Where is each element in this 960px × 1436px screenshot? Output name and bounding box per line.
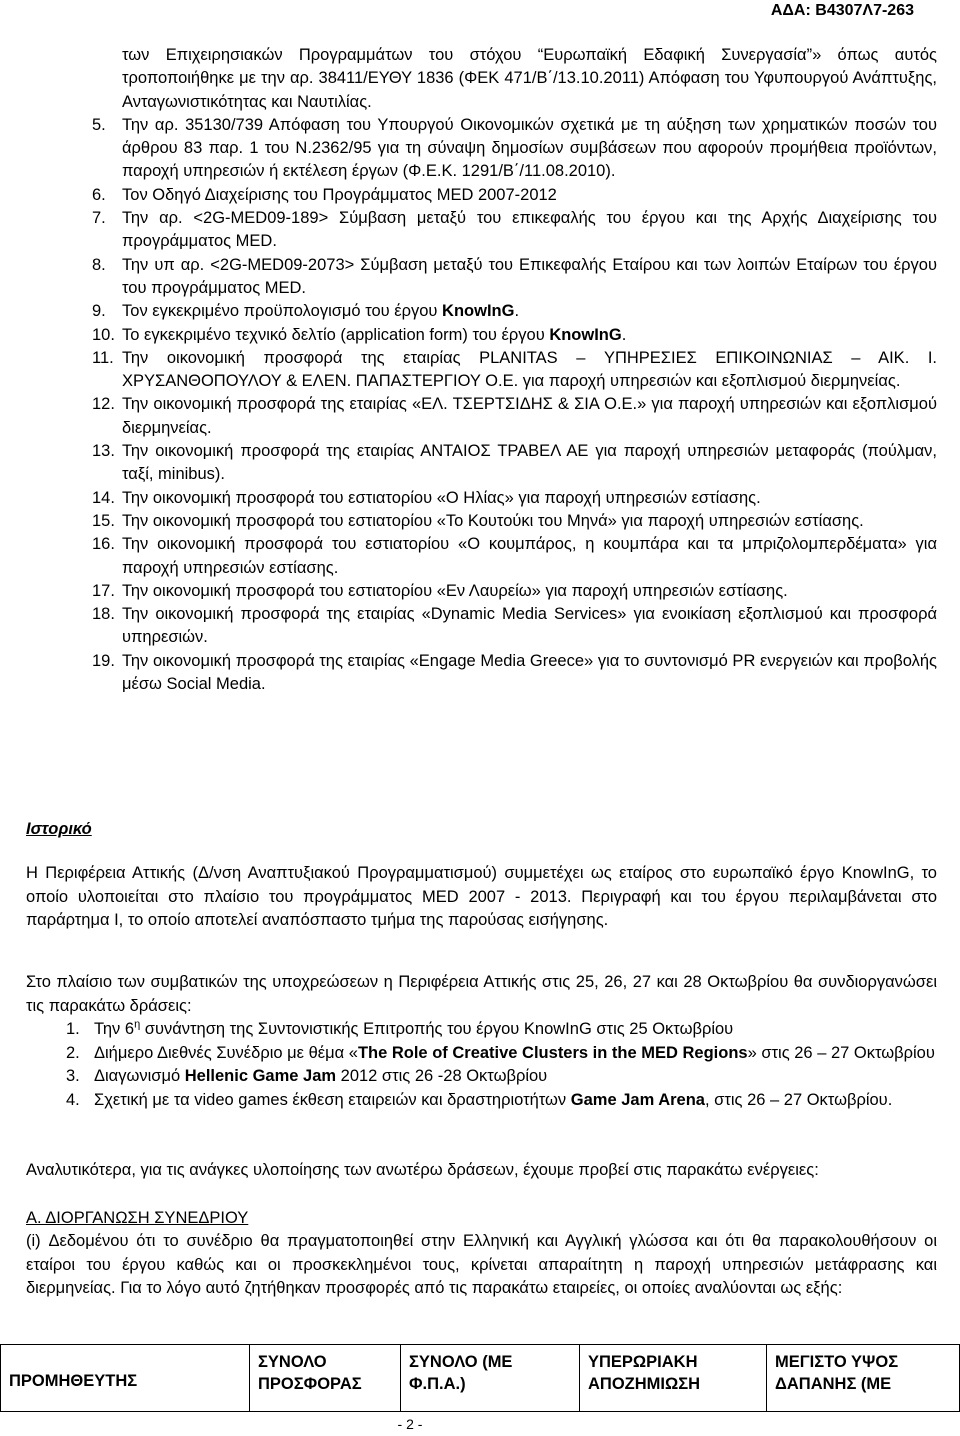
paragraph-actions-intro: Στο πλαίσιο των συμβατικών της υποχρεώσεων η Περιφέρεια Αττικής στις 25, 26, 27 και 28 Οκτωβρίου θα συνδιοργανώσει τις παρακάτω δράσεις:	[26, 973, 937, 1015]
list-item	[92, 650, 937, 697]
list-item-number: 18.	[92, 605, 115, 624]
list-item-number: 7.	[92, 209, 106, 228]
list-item	[92, 393, 937, 440]
list-item-number: 5.	[92, 115, 106, 134]
list-item-text: των Επιχειρησιακών Προγραμμάτων του στόχου “Ευρωπαϊκή Εδαφική Συνεργασία”» όπως αυτός τροποποιήθηκε με την αρ. 38411/ΕΥΘΥ 1836 (ΦΕΚ 471/Β΄/13.10.2011) Απόφαση του Υφυπουργού Ανάπτυξης, Ανταγωνιστικότητας και Ναυτιλίας.	[122, 46, 937, 111]
list-item	[92, 207, 937, 254]
list-item	[92, 510, 937, 533]
list-item-text: Την αρ. <2G-MED09-189> Σύμβαση μεταξύ του επικεφαλής του έργου και της Αρχής Διαχείρισης του προγράμματος MED.	[122, 209, 937, 251]
paragraph-details-intro: Αναλυτικότερα, για τις ανάγκες υλοποίησης των ανωτέρω δράσεων, έχουμε προβεί στις παρακάτω ενέργειες:	[26, 1161, 819, 1179]
legal-basis-list	[92, 44, 937, 696]
paragraph-participation: Η Περιφέρεια Αττικής (Δ/νση Αναπτυξιακού Προγραμματισμού) συμμετέχει ως εταίρος στο ευρωπαϊκό έργο KnowInG, το οποίο υλοποιείται στο πλαίσιο του προγράμματος MED 2007 - 2013. Περιγραφή και του έργου περιλαμβάνεται στο παράρτημα Ι, το οποίο αποτελεί αναπόσπαστο τμήμα της παρούσας εισήγησης.	[26, 864, 937, 929]
list-item-text: Την οικονομική προσφορά του εστιατορίου «Ο κουμπάρος, η κουμπάρα και τα μπριζολομπερδέματα» για παροχή υπηρεσιών εστίασης.	[122, 535, 937, 577]
list-item-number: 17.	[92, 581, 115, 600]
list-item-text: Την οικονομική προσφορά του εστιατορίου «Ο Ηλίας» για παροχή υπηρεσιών εστίασης.	[122, 488, 761, 507]
list-item-text: Διαγωνισμό Hellenic Game Jam 2012 στις 26 -28 Οκτωβρίου	[94, 1067, 548, 1085]
list-item-text: Διήμερο Διεθνές Συνέδριο με θέμα «The Role of Creative Clusters in the MED Regions» στις 26 – 27 Οκτωβρίου	[94, 1043, 935, 1062]
ada-code: ΑΔΑ: Β4307Λ7-263	[770, 2, 914, 19]
list-item	[92, 580, 937, 603]
paragraph-interpretation: (i) Δεδομένου ότι το συνέδριο θα πραγματοποιηθεί στην Ελληνική και Αγγλική γλώσσα και ότι θα παρακολουθήσουν οι εταίροι του έργου καθώς και οι προσκεκλημένοι τους, κρίνεται απαραίτητη η παροχή υπηρεσιών μετάφρασης και διερμηνείας. Για το λόγο αυτό ζητήθηκαν προσφορές από τις παρακάτω εταιρείες, οι οποίες αναλύονται ως εξής:	[26, 1232, 937, 1297]
list-item	[92, 603, 937, 650]
list-item	[92, 184, 937, 207]
list-item	[92, 300, 937, 323]
list-item-number: 8.	[92, 255, 106, 274]
page-number: - 2 -	[397, 1416, 423, 1432]
list-item-text: Την αρ. 35130/739 Απόφαση του Υπουργού Οικονομικών σχετικά με τη αύξηση των χρηματικών ποσών του άρθρου 83 παρ. 1 του Ν.2362/95 για τη σύναψη δημοσίων συμβάσεων που αφορούν προμήθεια προϊόντων, παροχή υπηρεσιών ή εκτέλεση έργων (Φ.Ε.Κ. 1291/Β΄/11.08.2010).	[122, 115, 937, 181]
list-item	[66, 1089, 937, 1113]
list-item-text: Την οικονομική προσφορά της εταιρίας «Engage Media Greece» για το συντονισμό PR ενεργειών και προβολής μέσω Social Media.	[122, 651, 937, 694]
list-item	[92, 440, 937, 487]
list-item-number: 9.	[92, 302, 106, 321]
list-item-number: 11.	[92, 348, 114, 367]
table-header-cell: ΜΕΓΙΣΤΟ ΥΨΟΣ ΔΑΠΑΝΗΣ (ΜΕ	[767, 1345, 960, 1412]
list-item	[92, 487, 937, 510]
list-item-text: Την υπ αρ. <2G-MED09-2073> Σύμβαση μεταξύ του Επικεφαλής Εταίρου και των λοιπών Εταίρων του έργου του προγράμματος MED.	[122, 255, 937, 297]
list-item-text: Την οικονομική προσφορά του εστιατορίου «Το Κουτούκι του Μηνά» για παροχή υπηρεσιών εστίασης.	[122, 511, 864, 530]
table-header-cell: ΣΥΝΟΛΟ ΠΡΟΣΦΟΡΑΣ	[250, 1345, 401, 1412]
table-header-cell: ΥΠΕΡΩΡΙΑΚΗ ΑΠΟΖΗΜΙΩΣΗ	[580, 1345, 767, 1412]
list-item-number: 3.	[66, 1067, 80, 1085]
list-item	[92, 347, 937, 394]
list-item	[92, 533, 937, 580]
list-item-number: 10.	[92, 325, 115, 344]
list-item-number: 15.	[92, 511, 115, 530]
list-item-text: Την οικονομική προσφορά της εταιρίας «ΕΛ. ΤΣΕΡΤΣΙΔΗΣ & ΣΙΑ Ο.Ε.» για παροχή υπηρεσιών και εξοπλισμού διερμηνείας.	[122, 395, 937, 437]
list-item	[66, 1018, 937, 1042]
list-item-text: Την οικονομική προσφορά της εταιρίας «Dynamic Media Services» για ενοικίαση εξοπλισμού και προσφορά υπηρεσιών.	[122, 605, 937, 647]
list-item-text: Σχετική με τα video games έκθεση εταιρειών και δραστηριοτήτων Game Jam Arena, στις 26 – 27 Οκτωβρίου.	[94, 1090, 893, 1109]
table-header-cell: ΠΡΟΜΗΘΕΥΤΗΣ	[1, 1345, 250, 1412]
list-item-text: Την οικονομική προσφορά της εταιρίας PLANITAS – ΥΠΗΡΕΣΙΕΣ ΕΠΙΚΟΙΝΩΝΙΑΣ – ΑΙΚ. Ι. ΧΡΥΣΑΝΘΟΠΟΥΛΟΥ & ΕΛΕΝ. ΠΑΠΑΣΤΕΡΓΙΟΥ Ο.Ε. για παροχή υπηρεσιών και εξοπλισμού διερμηνείας.	[122, 348, 937, 391]
list-item-number: 2.	[66, 1043, 80, 1062]
list-item-number: 19.	[92, 651, 115, 670]
section-a-heading: Α. ΔΙΟΡΓΑΝΩΣΗ ΣΥΝΕΔΡΙΟΥ	[26, 1209, 249, 1227]
table-header-row	[1, 1345, 960, 1412]
list-item	[92, 324, 937, 347]
list-item	[66, 1042, 937, 1066]
list-item-text: Την οικονομική προσφορά του εστιατορίου «Εν Λαυρείω» για παροχή υπηρεσιών εστίασης.	[122, 581, 788, 600]
list-item-number: 6.	[92, 185, 106, 204]
list-item-number: 1.	[66, 1020, 80, 1038]
list-item	[92, 44, 937, 114]
list-item-number: 4.	[66, 1090, 80, 1109]
table-header-cell: ΣΥΝΟΛΟ (ΜΕ Φ.Π.Α.)	[401, 1345, 580, 1412]
list-item	[92, 114, 937, 184]
list-item-number: 12.	[92, 395, 115, 414]
list-item-text: Τον Οδηγό Διαχείρισης του Προγράμματος MED 2007-2012	[122, 185, 557, 204]
history-heading: Ιστορικό	[26, 820, 92, 838]
actions-list	[66, 1018, 937, 1112]
list-item-number: 14.	[92, 488, 115, 507]
list-item	[92, 254, 937, 301]
list-item	[66, 1065, 937, 1089]
list-item-text: Τον εγκεκριμένο προϋπολογισμό του έργου KnowInG.	[122, 302, 520, 321]
list-item-number: 13.	[92, 442, 115, 461]
list-item-text: Την $6^\eta$ συνάντηση της Συντονιστικής Επιτροπής του έργου KnowInG στις 25 Οκτωβρίου	[94, 1018, 734, 1038]
list-item-text: Την οικονομική προσφορά της εταιρίας ΑΝΤΑΙΟΣ ΤΡΑΒΕΛ ΑΕ για παροχή υπηρεσιών μεταφοράς (πούλμαν, ταξί, minibus).	[122, 442, 937, 484]
list-item-text: Το εγκεκριμένο τεχνικό δελτίο (application form) του έργου KnowInG.	[122, 325, 627, 344]
list-item-number: 16.	[92, 535, 115, 554]
offers-table	[0, 1344, 960, 1412]
